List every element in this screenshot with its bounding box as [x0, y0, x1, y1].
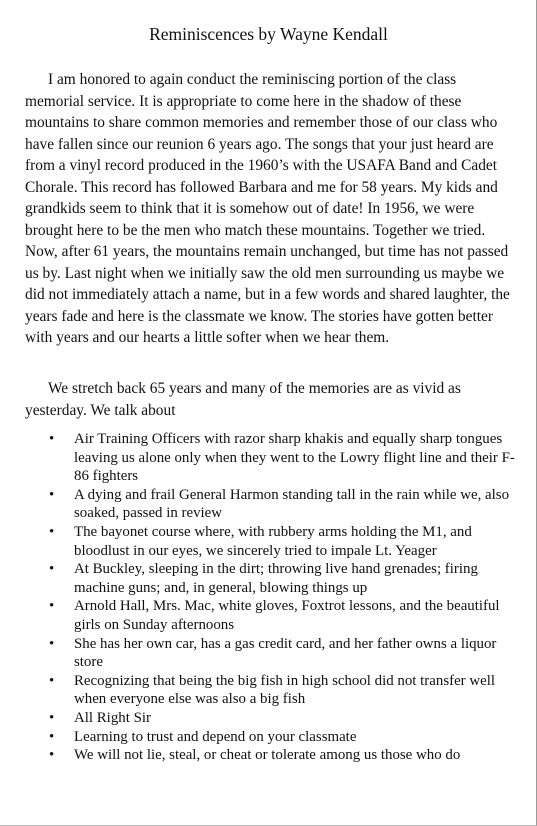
list-item-text: Air Training Officers with razor sharp khakis and equally sharp tongues leaving us alone only when they went to the Lowry flight line and their F-86 fighters	[74, 431, 515, 485]
bullet-icon: •	[49, 561, 55, 578]
list-item-text: The bayonet course where, with rubbery arms holding the M1, and bloodlust in our eyes, we sincerely tried to impale Lt. Yeager	[74, 523, 472, 559]
list-item	[25, 560, 517, 597]
list-item	[25, 523, 517, 560]
list-item	[25, 430, 517, 486]
memories-bullet-list	[25, 430, 517, 765]
list-item-text: Recognizing that being the big fish in high school did not transfer well when everyone else was also a big fish	[74, 672, 495, 708]
bullet-icon: •	[49, 486, 55, 503]
list-item	[25, 746, 517, 765]
bullet-icon: •	[49, 728, 55, 745]
list-item	[25, 597, 517, 634]
bullet-icon: •	[49, 523, 55, 540]
list-item-text: She has her own car, has a gas credit card, and her father owns a liquor store	[74, 635, 497, 671]
document-title: Reminiscences by Wayne Kendall	[149, 24, 388, 44]
bullet-icon: •	[49, 598, 55, 615]
list-item	[25, 672, 517, 709]
list-item-text: A dying and frail General Harmon standing tall in the rain while we, also soaked, passed in review	[74, 486, 510, 522]
list-item-text: All Right Sir	[74, 709, 151, 726]
list-item-text: We will not lie, steal, or cheat or tolerate among us those who do	[74, 747, 461, 764]
list-item	[25, 635, 517, 672]
list-item	[25, 709, 517, 728]
paragraph-intro: I am honored to again conduct the reminiscing portion of the class memorial service. It is appropriate to come here in the shadow of these mountains to share common memories and remember those of our class who have fallen since our reunion 6 years ago. The songs that your just heard are from a vinyl record produced in the 1960’s with the USAFA Band and Cadet Chorale. This record has followed Barbara and me for 58 years. My kids and grandkids seem to think that it is somehow out of date! In 1956, we were brought here to be the men who match these mountains. Together we tried. Now, after 61 years, the mountains remain unchanged, but time has not passed us by. Last night when we initially saw the old men surrounding us maybe we did not immediately attach a name, but in a few words and shared laughter, the years fade and here is the classmate we know. The stories have gotten better with years and our hearts a little softer when we hear them.	[25, 71, 510, 346]
list-item	[25, 728, 517, 747]
list-item	[25, 486, 517, 523]
bullet-icon: •	[49, 747, 55, 764]
bullet-icon: •	[49, 709, 55, 726]
bullet-icon: •	[49, 431, 55, 447]
list-item-text: Learning to trust and depend on your classmate	[74, 728, 357, 745]
paragraph-memories-lead: We stretch back 65 years and many of the memories are as vivid as yesterday. We talk about	[25, 380, 461, 419]
bullet-icon: •	[49, 635, 55, 652]
list-item-text: At Buckley, sleeping in the dirt; throwing live hand grenades; firing machine guns; and, in general, blowing things up	[74, 561, 478, 596]
bullet-icon: •	[49, 672, 55, 689]
list-item-text: Arnold Hall, Mrs. Mac, white gloves, Foxtrot lessons, and the beautiful girls on Sunday afternoons	[74, 598, 500, 633]
